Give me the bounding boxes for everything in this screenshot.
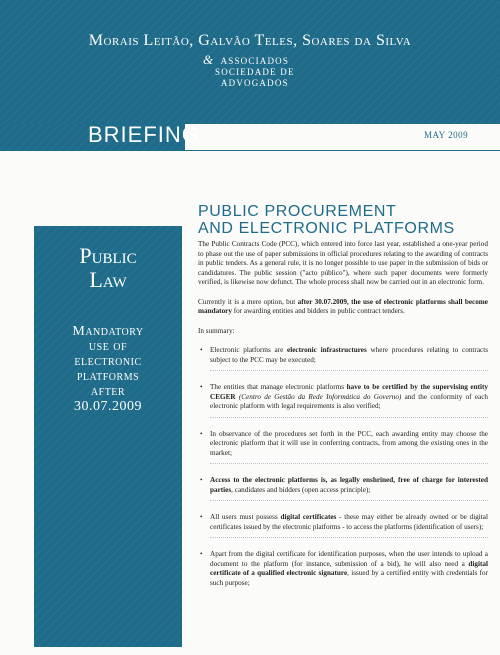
- article-body: [198, 240, 488, 599]
- article-title: [198, 203, 488, 237]
- list-divider: [210, 500, 488, 502]
- b1-text-c: where procedures relating to contracts subject to the PCC may be executed;: [210, 346, 488, 364]
- list-item: [198, 476, 488, 502]
- intro-paragraph: The Public Contracts Code (PCC), which entered into force last year, established a one-year period to phase out the use of paper submissions in official procedures relating to the awarding of contracts in public tenders. As a general rule, it is no longer possible to use paper in the submission of bids or candidatures. The public session ("acto público"), where such paper documents were formerly verified, is likewise now defunct. The whole process shall now be carried out in an electronic form.: [198, 240, 488, 286]
- sidebar-title-line-1: Public: [79, 243, 137, 268]
- sidebar-sub-line-5: after: [90, 384, 126, 399]
- b2-italic: (Centro de Gestão da Rede Informática do Governo): [238, 392, 402, 401]
- list-item: [198, 513, 488, 539]
- briefing-label: BRIEFING: [88, 122, 200, 147]
- list-item: [198, 383, 488, 419]
- sidebar-sub-line-3: electronic: [74, 354, 142, 369]
- summary-label: In summary:: [198, 326, 235, 335]
- bullet-icon: •: [200, 383, 203, 391]
- ampersand: &: [203, 52, 215, 67]
- assoc-line-1: ASSOCIADOS: [220, 56, 290, 66]
- b3-text: In observance of the procedures set forth in the PCC, each awarding entity may choose the electronic platform that it will use in conferring contracts, from among the existing ones in the market;: [210, 429, 488, 457]
- header-banner: [0, 0, 500, 124]
- b6-bold: digital certificate of a qualified electronic signature: [210, 559, 488, 577]
- list-divider: [210, 417, 488, 419]
- b1-text-a: Electronic platforms are: [210, 346, 288, 354]
- sidebar-title: [34, 244, 182, 292]
- assoc-line-2: SOCIEDADE DE: [215, 67, 295, 77]
- firm-association: [203, 52, 295, 89]
- sidebar-sub-line-4: platforms: [76, 369, 140, 384]
- summary-list: [198, 346, 488, 588]
- b2-text-a: The entities that manage electronic platforms: [210, 383, 347, 391]
- b1-bold: electronic infrastructures: [287, 346, 367, 354]
- issue-date: MAY 2009: [424, 130, 469, 140]
- b6-text-a: Apart from the digital certificate for identification purposes, when the user intends to upload a document to the platform (for instance, submission of a bid), he will also need a: [210, 550, 488, 568]
- sidebar-title-line-2: Law: [89, 267, 127, 292]
- b2-text-d: and the conformity of each electronic platform with legal requirements is also verified;: [210, 392, 489, 410]
- b5-text-a: All users must possess: [210, 513, 281, 521]
- bullet-icon: •: [200, 550, 203, 558]
- para2-text-a: Currently it is a mere option, but: [198, 297, 298, 306]
- sidebar-sub-line-2: use of: [88, 339, 128, 354]
- bullet-icon: •: [200, 476, 203, 484]
- firm-name: Morais Leitão, Galvão Teles, Soares da Silva: [88, 32, 412, 49]
- bullet-icon: •: [200, 346, 203, 354]
- b2-bold: have to be certified by the supervising entity CEGER: [210, 383, 488, 401]
- sidebar-sub-line-6: 30.07.2009: [74, 399, 142, 414]
- header-rule: [185, 150, 500, 151]
- b4-bold: Access to the electronic platforms is, as legally enshrined, free of charge for interested parties: [210, 476, 488, 494]
- list-item: [198, 346, 488, 372]
- b5-text-c: - these may either be already owned or be digital certificates issued by the electronic platforms - to access the platforms (identification of users);: [210, 513, 488, 531]
- b4-text-b: , candidates and bidders (open access principle);: [231, 485, 371, 494]
- bullet-icon: •: [200, 429, 203, 438]
- para2-bold: after 30.07.2009, the use of electronic platforms shall become mandatory: [198, 297, 488, 315]
- b5-bold: digital certificates: [280, 513, 337, 521]
- b6-text-c: , issued by a certified entity with credentials for such purpose;: [210, 569, 488, 587]
- bullet-icon: •: [200, 513, 203, 521]
- assoc-line-3: ADVOGADOS: [220, 78, 289, 88]
- article-title-line-2: AND ELECTRONIC PLATFORMS: [198, 219, 455, 237]
- list-item: [198, 550, 488, 588]
- sidebar-subtitle: [34, 324, 182, 414]
- list-item: [198, 430, 488, 466]
- list-divider: [210, 370, 488, 372]
- sidebar-sub-line-1: Mandatory: [72, 324, 144, 339]
- list-divider: [210, 463, 488, 465]
- topic-sidebar: [34, 226, 182, 647]
- para2-text-c: for awarding entities and bidders in public contract tenders.: [231, 307, 405, 315]
- mandatory-paragraph: [198, 298, 488, 317]
- article-title-line-1: PUBLIC PROCUREMENT: [198, 202, 397, 220]
- list-divider: [210, 537, 488, 539]
